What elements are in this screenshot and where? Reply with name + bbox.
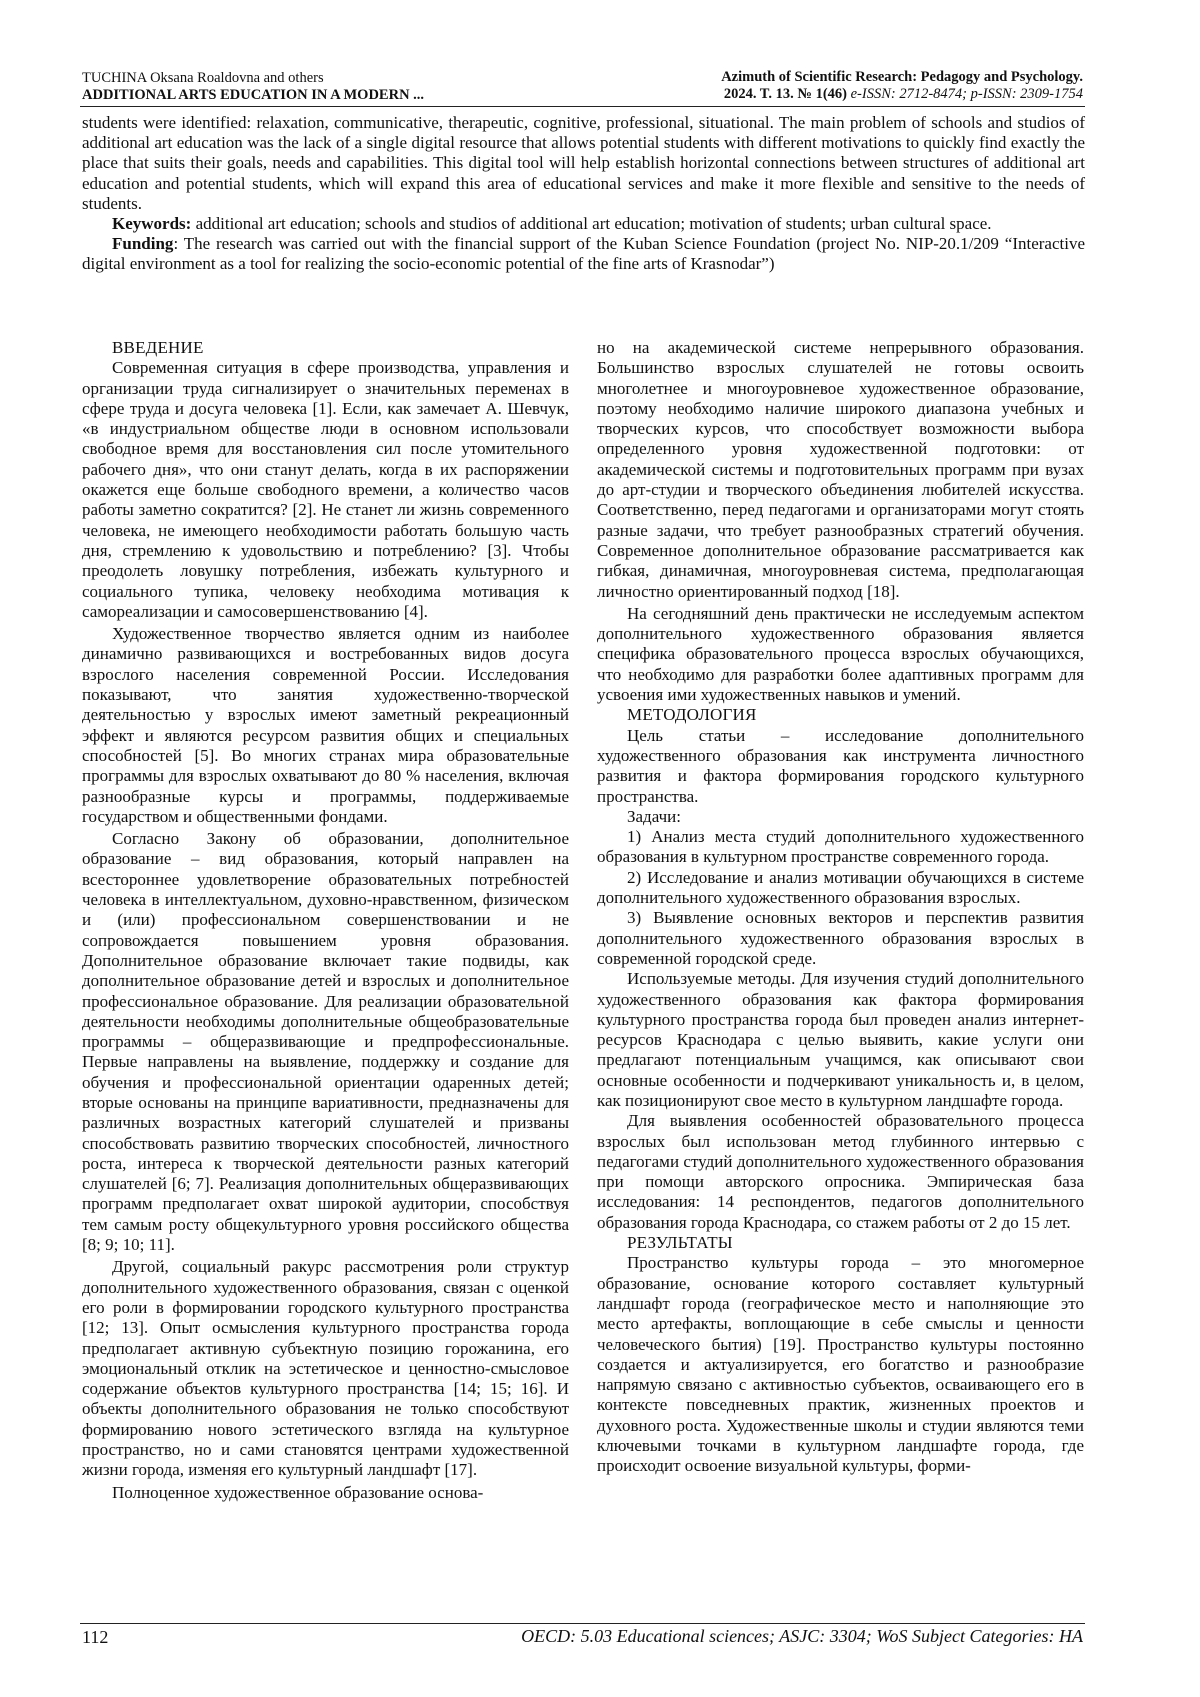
intro-paragraph-1: Современная ситуация в сфере производства, управления и организации труда сигнализирует о значительных переменах в сфере труда и досуга человека [1]. Если, как замечает А. Шевчук, «в индустриальном обществе люди в основном использовали свободное время для восстановления сил после утомительного рабочего дня», что они станут делать, когда в их распоряжении окажется еще больше свободного времени, а количество часов работы заметно сократится? [2]. Не станет ли жизнь современного человека, не имеющего необходимости работать большую часть дня, стремлению к удовольствию и потреблению? [3]. Чтобы преодолеть ловушку потребления, избежать культурного и социального тупика, человеку необходима мотивация к самореализации и самосовершенствованию [4].: [82, 358, 569, 621]
left-column: [82, 338, 569, 1503]
intro-paragraph-3: Согласно Закону об образовании, дополнительное образование – вид образования, который направлен на всестороннее удовлетворение образовательных потребностей человека в интеллектуальном, духовно-нравственном, физическом и (или) профессиональном совершенствовании и не сопровождается повышением уровня образования. Дополнительное образование включает такие подвиды, как дополнительное образование детей и взрослых и дополнительное профессиональное образование. Для реализации образовательной деятельности необходимы дополнительные общеобразовательные программы – общеразвивающие и предпрофессиональные. Первые направлены на выявление, поддержку и создание для обучения и профессиональной ориентации одаренных детей; вторые основаны на принципе вариативности, предназначены для различных возрастных категорий слушателей и призваны способствовать развитию творческих способностей, личностного роста, интереса к творческой деятельности разных категорий слушателей [6; 7]. Реализация дополнительных общеразвивающих программ предполагает охват широкой аудитории, способствуя тем самым росту общекультурного уровня российского общества [8; 9; 10; 11].: [82, 829, 569, 1255]
methodology-tasks-label: Задачи:: [627, 806, 681, 826]
section-heading-introduction: ВВЕДЕНИЕ: [112, 338, 204, 357]
methodology-goal: Цель статьи – исследование дополнительного художественного образования как инструмента личностного развития и фактора формирования городского культурного пространства.: [597, 725, 1084, 806]
section-heading-methodology: МЕТОДОЛОГИЯ: [627, 705, 757, 725]
methodology-methods: Используемые методы. Для изучения студий дополнительного художественного образования как фактора формирования культурного пространства города был проведен анализ интернет-ресурсов Краснодара с целью выявить, какие услуги они предлагают потенциальным учащимся, как описывают свои основные особенности и подчеркивают уникальность и, в целом, как позиционируют свое место в культурном ландшафте города.: [597, 969, 1084, 1110]
intro-paragraph-5: Полноценное художественное образование основа-: [112, 1482, 484, 1502]
abstract-block: [82, 113, 1085, 275]
funding-line: [82, 234, 1085, 274]
abstract-text: students were identified: relaxation, communicative, therapeutic, cognitive, professional, situational. The main problem of schools and studios of additional art education was the lack of a single digital resource that allows potential students with different motivations to quickly find exactly the place that suits their goals, needs and capabilities. This digital tool will help establish horizontal connections between structures of additional art education and potential students, which will expand this area of educational services and make it more flexible and sensitive to the needs of students.: [82, 113, 1085, 213]
methodology-task-1: 1) Анализ места студий дополнительного художественного образования в культурном пространстве современного города.: [597, 827, 1084, 867]
header-rule: [80, 106, 1085, 107]
header-volume-issn: [721, 86, 1083, 103]
classification-codes: OECD: 5.03 Educational sciences; ASJC: 3304; WoS Subject Categories: HA: [521, 1626, 1083, 1646]
methodology-task-3: 3) Выявление основных векторов и перспектив развития дополнительного художественного образования взрослых в современной городской среде.: [597, 908, 1084, 968]
header-authors: TUCHINA Oksana Roaldovna and others: [82, 70, 324, 86]
keywords-text: additional art education; schools and studios of additional art education; motivation of students; urban cultural space.: [195, 214, 992, 234]
footer-rule: [80, 1623, 1085, 1624]
funding-text: : The research was carried out with the financial support of the Kuban Science Foundation (project No. NIP-20.1/209 “Interactive digital environment as a tool for realizing the socio-economic potential of the fine arts of Krasnodar”): [82, 234, 1085, 274]
keywords-label: Keywords:: [112, 214, 192, 234]
intro-paragraph-5-continued: но на академической системе непрерывного образования. Большинство взрослых слушателей не готовы освоить многолетнее и многоуровневое художественное образование, поэтому необходимо наличие широкого диапазона учебных и творческих курсов, что способствует возможности выбора определенного уровня художественной подготовки: от академической системы и подготовительных программ при вузах до арт-студии и творческого объединения любителей искусства. Соответственно, перед педагогами и организаторами могут стоять разные задачи, что требует разнообразных стратегий обучения. Современное дополнительное образование рассматривается как гибкая, динамичная, многоуровневая система, предполагающая личностно ориентированный подход [18].: [597, 338, 1084, 601]
page-number: 112: [82, 1627, 109, 1647]
intro-paragraph-4: Другой, социальный ракурс рассмотрения роли структур дополнительного художественного образования, связан с оценкой его роли в формировании городского культурного пространства [12; 13]. Опыт осмысления культурного пространства города предполагает активную субъектную позицию горожанина, его эмоциональный отклик на эстетическое и ценностно-смысловое содержание объектов культурного пространства [14; 15; 16]. И объекты дополнительного образования не только способствуют формированию нового эстетического взгляда на культурное пространство, но и сами становятся центрами художественной жизни города, изменяя его культурный ландшафт [17].: [82, 1257, 569, 1480]
methodology-task-2: 2) Исследование и анализ мотивации обучающихся в системе дополнительного художественного образования взрослых.: [597, 867, 1084, 908]
right-column: [597, 338, 1084, 1477]
keywords-line: [82, 214, 1085, 234]
intro-paragraph-6: На сегодняшний день практически не исследуемым аспектом дополнительного художественного образования является специфика образовательного процесса взрослых обучающихся, что необходимо для разработки более адаптивных программ для усвоения ими художественных навыков и умений.: [597, 603, 1084, 705]
header-journal: Azimuth of Scientific Research: Pedagogy and Psychology.: [721, 69, 1083, 85]
header-short-title: ADDITIONAL ARTS EDUCATION IN A MODERN ...: [82, 87, 425, 103]
running-header-left: [82, 70, 424, 104]
header-issn: e-ISSN: 2712-8474; p-ISSN: 2309-1754: [850, 86, 1083, 102]
results-paragraph-1: Пространство культуры города – это многомерное образование, основание которого составляет культурный ландшафт города (географическое место и наполняющие это место артефакты, воплощающие в себе смыслы и ценности человеческого бытия) [19]. Пространство культуры постоянно создается и актуализируется, его богатство и разнообразие напрямую связано с активностью субъектов, осваивающего его в контексте повседневных практик, жизненных проектов и духовного роста. Художественные школы и студии являются теми ключевыми точками в культурном ландшафте города, где происходит освоение визуальной культуры, форми-: [597, 1253, 1084, 1476]
intro-paragraph-2: Художественное творчество является одним из наиболее динамично развивающихся и востребованных видов досуга взрослого населения современной России. Исследования показывают, что занятия художественно-творческой деятельностью у взрослых имеют заметный рекреационный эффект и являются ресурсом развития общих и специальных способностей [5]. Во многих странах мира образовательные программы для взрослых охватывают до 80 % населения, включая разнообразные курсы и программы, поддерживаемые государством и общественными фондами.: [82, 624, 569, 826]
section-heading-results: РЕЗУЛЬТАТЫ: [627, 1233, 733, 1253]
running-header-right: [721, 69, 1083, 103]
methodology-interview: Для выявления особенностей образовательного процесса взрослых был использован метод глубинного интервью с педагогами студий дополнительного художественного образования при помощи авторского опросника. Эмпирическая база исследования: 14 респондентов, педагогов дополнительного образования города Краснодара, со стажем работы от 2 до 15 лет.: [597, 1111, 1084, 1232]
funding-label: Funding: [112, 234, 174, 254]
header-volume: 2024. T. 13. № 1(46): [723, 86, 847, 102]
